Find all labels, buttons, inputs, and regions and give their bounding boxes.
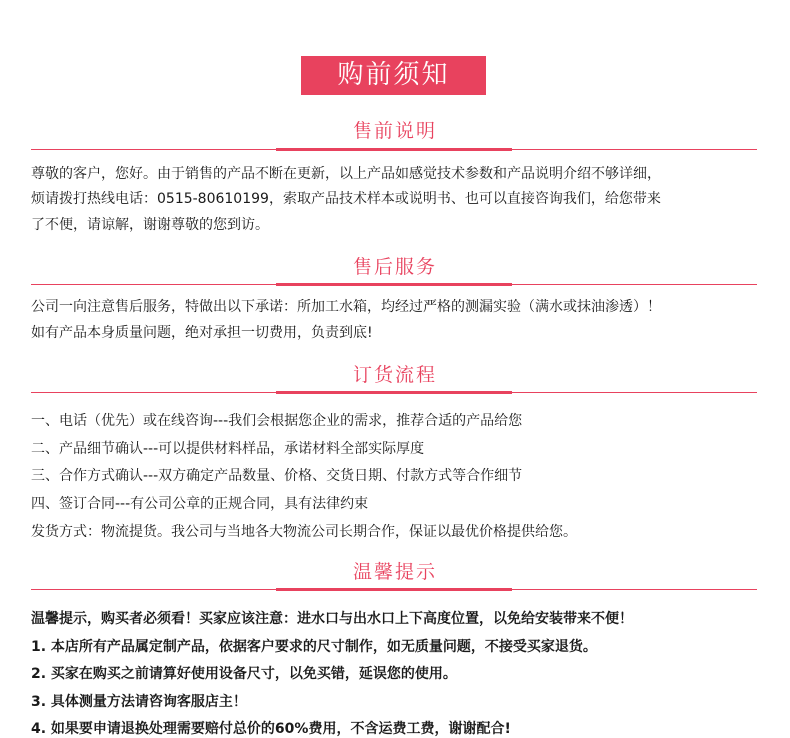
tips-line-2: 1. 本店所有产品属定制产品，依据客户要求的尺寸制作，如无质量问题，不接受买家退货。 (31, 639, 597, 655)
aftersale-divider-accent (276, 283, 512, 286)
presale-line-1: 尊敬的客户，您好。由于销售的产品不断在更新，以上产品如感觉技术参数和产品说明介绍不够详细， (31, 166, 661, 182)
tips-line-1: 温馨提示，购买者必须看！买家应该注意：进水口与出水口上下高度位置，以免给安装带来不便！ (31, 611, 633, 627)
tips-line-5: 4. 如果要申请退换处理需要赔付总价的60%费用，不含运费工费，谢谢配合! (31, 721, 511, 737)
order-step-2: 二、产品细节确认---可以提供材料样品，承诺材料全部实际厚度 (31, 441, 425, 457)
order-step-3: 三、合作方式确认---双方确定产品数量、价格、交货日期、付款方式等合作细节 (31, 468, 523, 484)
presale-line-3: 了不便，请谅解，谢谢尊敬的您到访。 (31, 217, 269, 233)
tips-title: 温馨提示 (352, 561, 437, 583)
tips-line-3: 2. 买家在购买之前请算好使用设备尺寸，以免买错，延误您的使用。 (31, 666, 457, 682)
tips-divider-accent (276, 588, 512, 591)
aftersale-title: 售后服务 (352, 256, 437, 278)
order-divider-accent (276, 391, 512, 394)
tips-line-4: 3. 具体测量方法请咨询客服店主！ (31, 694, 247, 710)
page-title-banner: 购前须知 (301, 56, 486, 95)
order-shipping: 发货方式：物流提货。我公司与当地各大物流公司长期合作，保证以最优价格提供给您。 (31, 524, 577, 540)
presale-line-2: 烦请拨打热线电话：0515-80610199，索取产品技术样本或说明书、也可以直接咨询我们，给您带来 (31, 191, 661, 207)
order-step-4: 四、签订合同---有公司公章的正规合同，具有法律约束 (31, 496, 369, 512)
aftersale-line-1: 公司一向注意售后服务，特做出以下承诺：所加工水箱，均经过严格的测漏实验（满水或抹油渗透）！ (31, 299, 661, 315)
presale-divider-accent (276, 148, 512, 151)
presale-title: 售前说明 (352, 120, 437, 142)
order-step-1: 一、电话（优先）或在线咨询---我们会根据您企业的需求，推荐合适的产品给您 (31, 413, 523, 429)
aftersale-line-2: 如有产品本身质量问题，绝对承担一切费用，负责到底! (31, 325, 373, 341)
order-title: 订货流程 (352, 364, 437, 386)
